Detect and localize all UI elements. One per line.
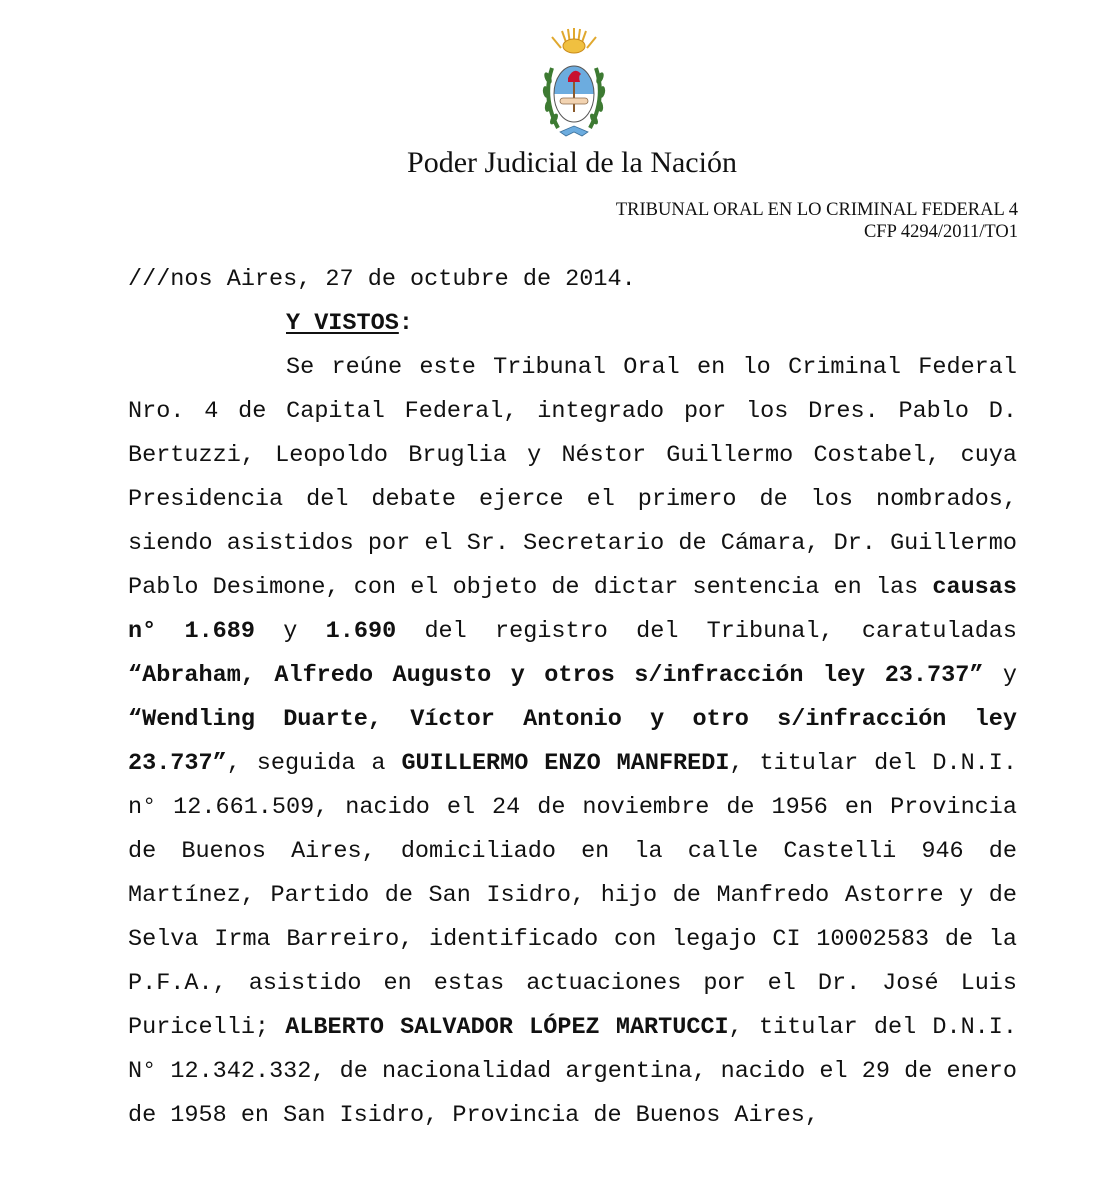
- defendant-name-2: ALBERTO SALVADOR LÓPEZ MARTUCCI: [285, 1014, 729, 1041]
- text-segment: Se reúne este Tribunal Oral en lo Criminal Federal Nro. 4 de Capital Federal, integrado por los Dres. Pablo D. Bertuzzi, Leopoldo Bruglia y Néstor Guillermo Costabel, cuya Presidencia del debate ejerce el primero de los nombrados, siendo asistidos por el Sr. Secretario de Cámara, Dr. Guillermo Pablo Desimone, con el objeto de dictar sentencia en las: [128, 354, 1017, 601]
- text-segment: y: [255, 618, 326, 645]
- section-heading: [128, 302, 1017, 346]
- heading-colon: :: [398, 310, 413, 337]
- main-paragraph: [128, 346, 1017, 1138]
- text-segment: del registro del Tribunal, caratuladas: [396, 618, 1018, 645]
- argentina-coat-of-arms-icon: [538, 28, 610, 140]
- case-title-1: “Abraham, Alfredo Augusto y otros s/infracción ley 23.737”: [128, 662, 984, 689]
- document-body: [128, 258, 1017, 1138]
- case-numbers-bold: causas n° 1.689: [128, 574, 1017, 645]
- heading-title: Y VISTOS: [286, 310, 399, 337]
- court-name: TRIBUNAL ORAL EN LO CRIMINAL FEDERAL 4: [615, 200, 1018, 220]
- case-number: CFP 4294/2011/TO1: [863, 222, 1018, 242]
- text-segment: , titular del D.N.I. n° 12.661.509, nacido el 24 de noviembre de 1956 en Provincia de Buenos Aires, domiciliado en la calle Castelli 946 de Martínez, Partido de San Isidro, hijo de Manfredo Astorre y de Selva Irma Barreiro, identificado con legajo CI 10002583 de la P.F.A., asistido en estas actuaciones por el Dr. José Luis Puricelli;: [128, 750, 1017, 1041]
- text-segment: , seguida a: [226, 750, 402, 777]
- text-segment: , titular del D.N.I. N° 12.342.332, de nacionalidad argentina, nacido el 29 de enero de 1958 en San Isidro, Provincia de Buenos Aires,: [128, 1014, 1017, 1129]
- case-number-bold: 1.690: [325, 618, 397, 645]
- institution-name: Poder Judicial de la Nación: [407, 146, 737, 179]
- text-segment: y: [983, 662, 1017, 689]
- defendant-name-1: GUILLERMO ENZO MANFREDI: [401, 750, 730, 777]
- court-info: [616, 199, 1018, 243]
- date-line: ///nos Aires, 27 de octubre de 2014.: [128, 266, 636, 293]
- case-title-2: “Wendling Duarte, Víctor Antonio y otro s/infracción ley 23.737”: [128, 706, 1017, 777]
